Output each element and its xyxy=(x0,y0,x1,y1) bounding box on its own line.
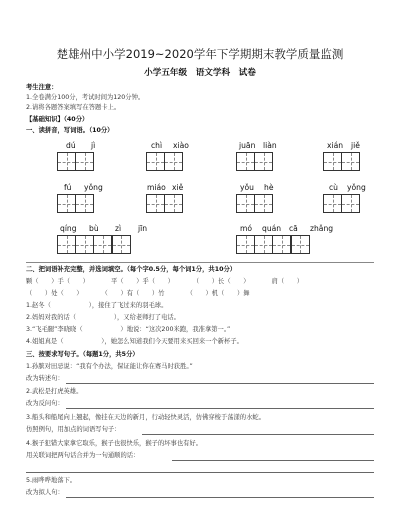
pinyin-label: mó xyxy=(240,224,253,233)
writing-cell[interactable] xyxy=(75,235,94,254)
pinyin-label: zhǎng xyxy=(310,224,334,233)
answer-line[interactable] xyxy=(66,383,374,384)
writing-cell[interactable] xyxy=(254,152,273,171)
q2-title: 二、把词语补充完整，并选词填空。（每个字0.5分，每个词1分，共10分） xyxy=(26,266,237,273)
pinyin-label: yǒng xyxy=(84,183,103,192)
q3-prompt-4: 用关联词把两句话合并为一句通顺的话： xyxy=(26,452,140,459)
writing-cell[interactable] xyxy=(57,235,76,254)
part-label: 【基础知识】（40分） xyxy=(26,116,89,123)
notice-item-2: 2.请将各题答案填写在答题卡上。 xyxy=(26,104,121,111)
writing-cell[interactable] xyxy=(236,235,255,254)
q2-sentence-3: 3.“飞毛腿”李晓晓（ ）地说：“这次200米跑，我准拿第一。” xyxy=(26,326,231,333)
answer-line[interactable] xyxy=(172,460,374,461)
writing-cell[interactable] xyxy=(57,194,76,213)
writing-cell[interactable] xyxy=(272,235,291,254)
q2-sentence-2: 2.妈妈对我的话（ ），又给老师打了电话。 xyxy=(26,314,180,321)
writing-cell[interactable] xyxy=(75,194,94,213)
writing-cell[interactable] xyxy=(112,235,131,254)
writing-cell[interactable] xyxy=(341,152,360,171)
pinyin-label: bù xyxy=(89,224,99,233)
writing-cell[interactable] xyxy=(236,194,255,213)
pinyin-label: dú xyxy=(66,141,76,150)
q3-sentence-5: 5.雨哗哗地落下。 xyxy=(26,477,77,484)
q2-row-2: （ ）处（ ） （ ）有（ ）竹 （ ）机（ ）舞 xyxy=(26,290,250,297)
q2-row-1: 颗（ ）手（ ） 平（ ）乎（ ） （ ）长（ ） 肩（ ） xyxy=(26,278,304,285)
writing-cell[interactable] xyxy=(254,194,273,213)
q3-sentence-4: 4.猴子犯错大家拿它取乐，猴子也很快乐，猴子的坏事也有好。 xyxy=(26,440,203,447)
pinyin-label: miáo xyxy=(147,183,166,192)
writing-cell[interactable] xyxy=(164,152,183,171)
writing-cell[interactable] xyxy=(323,152,342,171)
q3-prompt-5: 改为拟人句： xyxy=(26,489,64,496)
q3-prompt-3: 仿照例句，用加点的词语写句子： xyxy=(26,426,121,433)
pinyin-label: hè xyxy=(264,183,274,192)
q3-prompt-1: 改为转述句： xyxy=(26,375,64,382)
pinyin-label: xián xyxy=(327,141,344,150)
writing-cell[interactable] xyxy=(146,194,165,213)
q2-sentence-1: 1.赵冬（ ），接住了飞过来的羽毛球。 xyxy=(26,302,168,309)
pinyin-label: jì xyxy=(91,141,96,150)
pinyin-label: cù xyxy=(329,183,338,192)
pinyin-label: jiě xyxy=(351,141,360,150)
q3-sentence-3: 3.船头和船尾向上翘起，像挂在天边的新月，行动轻快灵活，仿佛穿梭于荡漾的水蛇。 xyxy=(26,414,265,421)
q3-title: 三、按要求写句子。（每题1分，共5分） xyxy=(26,351,139,358)
answer-line[interactable] xyxy=(66,497,374,498)
pinyin-label: cā xyxy=(289,224,298,233)
exam-subtitle: 小学五年级 语文学科 试卷 xyxy=(144,68,256,78)
q3-sentence-2: 2.武松是打虎英雄。 xyxy=(26,388,83,395)
pinyin-label: yǒu xyxy=(240,183,254,192)
writing-cell[interactable] xyxy=(93,235,112,254)
exam-title: 楚雄州中小学2019~2020学年下学期期末教学质量监测 xyxy=(56,47,344,61)
pinyin-label: fú xyxy=(64,183,72,192)
pinyin-label: jīn xyxy=(138,224,148,233)
writing-cell[interactable] xyxy=(323,194,342,213)
notice-item-1: 1.全卷满分100分，考试时间为120分钟。 xyxy=(26,94,145,101)
writing-cell[interactable] xyxy=(254,235,273,254)
writing-cell[interactable] xyxy=(291,235,310,254)
pinyin-label: chì xyxy=(151,141,163,150)
q1-title: 一、读拼音，写词语。（10分） xyxy=(26,127,114,134)
pinyin-label: zì xyxy=(115,224,122,233)
writing-cell[interactable] xyxy=(57,152,76,171)
writing-cell[interactable] xyxy=(236,152,255,171)
pinyin-label: quán xyxy=(262,224,282,233)
answer-line[interactable] xyxy=(142,434,374,435)
writing-cell[interactable] xyxy=(146,152,165,171)
notice-heading: 考生注意： xyxy=(26,84,58,91)
answer-line[interactable] xyxy=(66,408,374,409)
section-divider xyxy=(26,262,374,263)
pinyin-label: juān xyxy=(239,141,256,150)
writing-cell[interactable] xyxy=(341,194,360,213)
pinyin-label: xiě xyxy=(172,183,184,192)
q3-sentence-1: 1.孙膑对田忌说：“我有个办法，保证能让你在赛马时获胜。” xyxy=(26,363,193,370)
pinyin-label: yǒng xyxy=(347,183,366,192)
pinyin-label: liàn xyxy=(263,141,277,150)
pinyin-label: xiào xyxy=(173,141,189,150)
q2-sentence-4: 4.姐姐真是（ ），她怎么知道我们今天要用来买回来一个新杯子。 xyxy=(26,338,243,345)
writing-cell[interactable] xyxy=(75,152,94,171)
writing-cell[interactable] xyxy=(164,194,183,213)
pinyin-label: qíng xyxy=(60,224,77,233)
q3-prompt-2: 改为反问句： xyxy=(26,400,64,407)
answer-line[interactable] xyxy=(26,472,374,473)
